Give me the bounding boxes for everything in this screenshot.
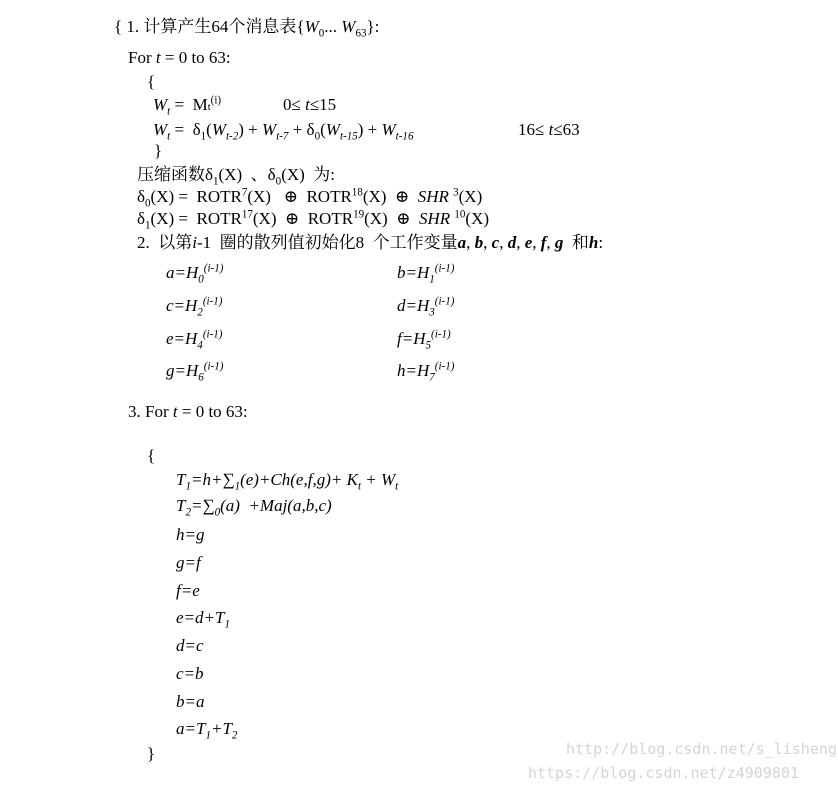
update-c: c=b	[176, 664, 204, 683]
assign-c: $c=H_2^{(i-1)}$	[166, 295, 223, 319]
step1-title: { 1. 计算产生64个消息表{$W_0$... $W_{63}$}:	[114, 17, 380, 40]
t1-formula: $T_1=h+\sum_1(e)+Ch(e,f,g)+ K_t + W_t$	[176, 470, 399, 493]
w-def-2: $W_t = \delta_1(W_{t-2}) + W_{t-7} + \delta_0(W_{t-15}) + W_{t-16}$	[153, 120, 414, 143]
w-def-1-range: 0≤ t≤15	[283, 95, 337, 114]
watermark-1: http://blog.csdn.net/s_lisheng	[566, 740, 837, 758]
step3-close-brace: }	[147, 744, 156, 763]
update-d: d=c	[176, 636, 204, 655]
update-b: b=a	[176, 692, 205, 711]
step1-for-line: For t = 0 to 63:	[128, 48, 231, 67]
delta0-formula: $\delta_0(X)$ = ROTR$^7$(X) ⊕ ROTR$^{18}$(X) ⊕ SHR $^3$(X)	[137, 186, 483, 210]
watermark-2: https://blog.csdn.net/z4909801	[528, 764, 799, 782]
update-e: $e=d+T_1$	[176, 608, 230, 631]
assign-f: $f=H_5^{(i-1)}$	[397, 328, 451, 352]
compression-intro: 压缩函数$\delta_1(X)$ 、$\delta_0(X)$ 为:	[137, 165, 336, 188]
update-g: g=f	[176, 553, 201, 572]
assign-g: $g=H_6^{(i-1)}$	[166, 360, 224, 384]
step1-close-brace: }	[154, 141, 163, 160]
assign-d: $d=H_3^{(i-1)}$	[397, 295, 455, 319]
step3-open-brace: {	[147, 446, 156, 465]
step3-for-line: 3. For t = 0 to 63:	[128, 402, 248, 421]
update-f: f=e	[176, 581, 200, 600]
t2-formula: $T_2=\sum_0(a) +Maj(a,b,c)$	[176, 496, 332, 519]
step2-title: 2. 以第i-1 圈的散列值初始化8 个工作变量a, b, c, d, e, f, g 和h:	[137, 233, 604, 252]
delta1-formula: $\delta_1(X)$ = ROTR$^{17}$(X) ⊕ ROTR$^{19}$(X) ⊕ SHR $^{10}$(X)	[137, 208, 490, 232]
assign-e: $e=H_4^{(i-1)}$	[166, 328, 223, 352]
w-def-2-range: 16≤ t≤63	[518, 120, 580, 139]
update-a: $a=T_1+T_2$	[176, 719, 238, 742]
update-h: h=g	[176, 525, 205, 544]
step1-open-brace: {	[147, 72, 156, 91]
assign-a: $a=H_0^{(i-1)}$	[166, 262, 224, 286]
assign-b: $b=H_1^{(i-1)}$	[397, 262, 455, 286]
assign-h: $h=H_7^{(i-1)}$	[397, 360, 455, 384]
w-def-1: $W_t = Mt^{(i)}$	[153, 94, 222, 118]
